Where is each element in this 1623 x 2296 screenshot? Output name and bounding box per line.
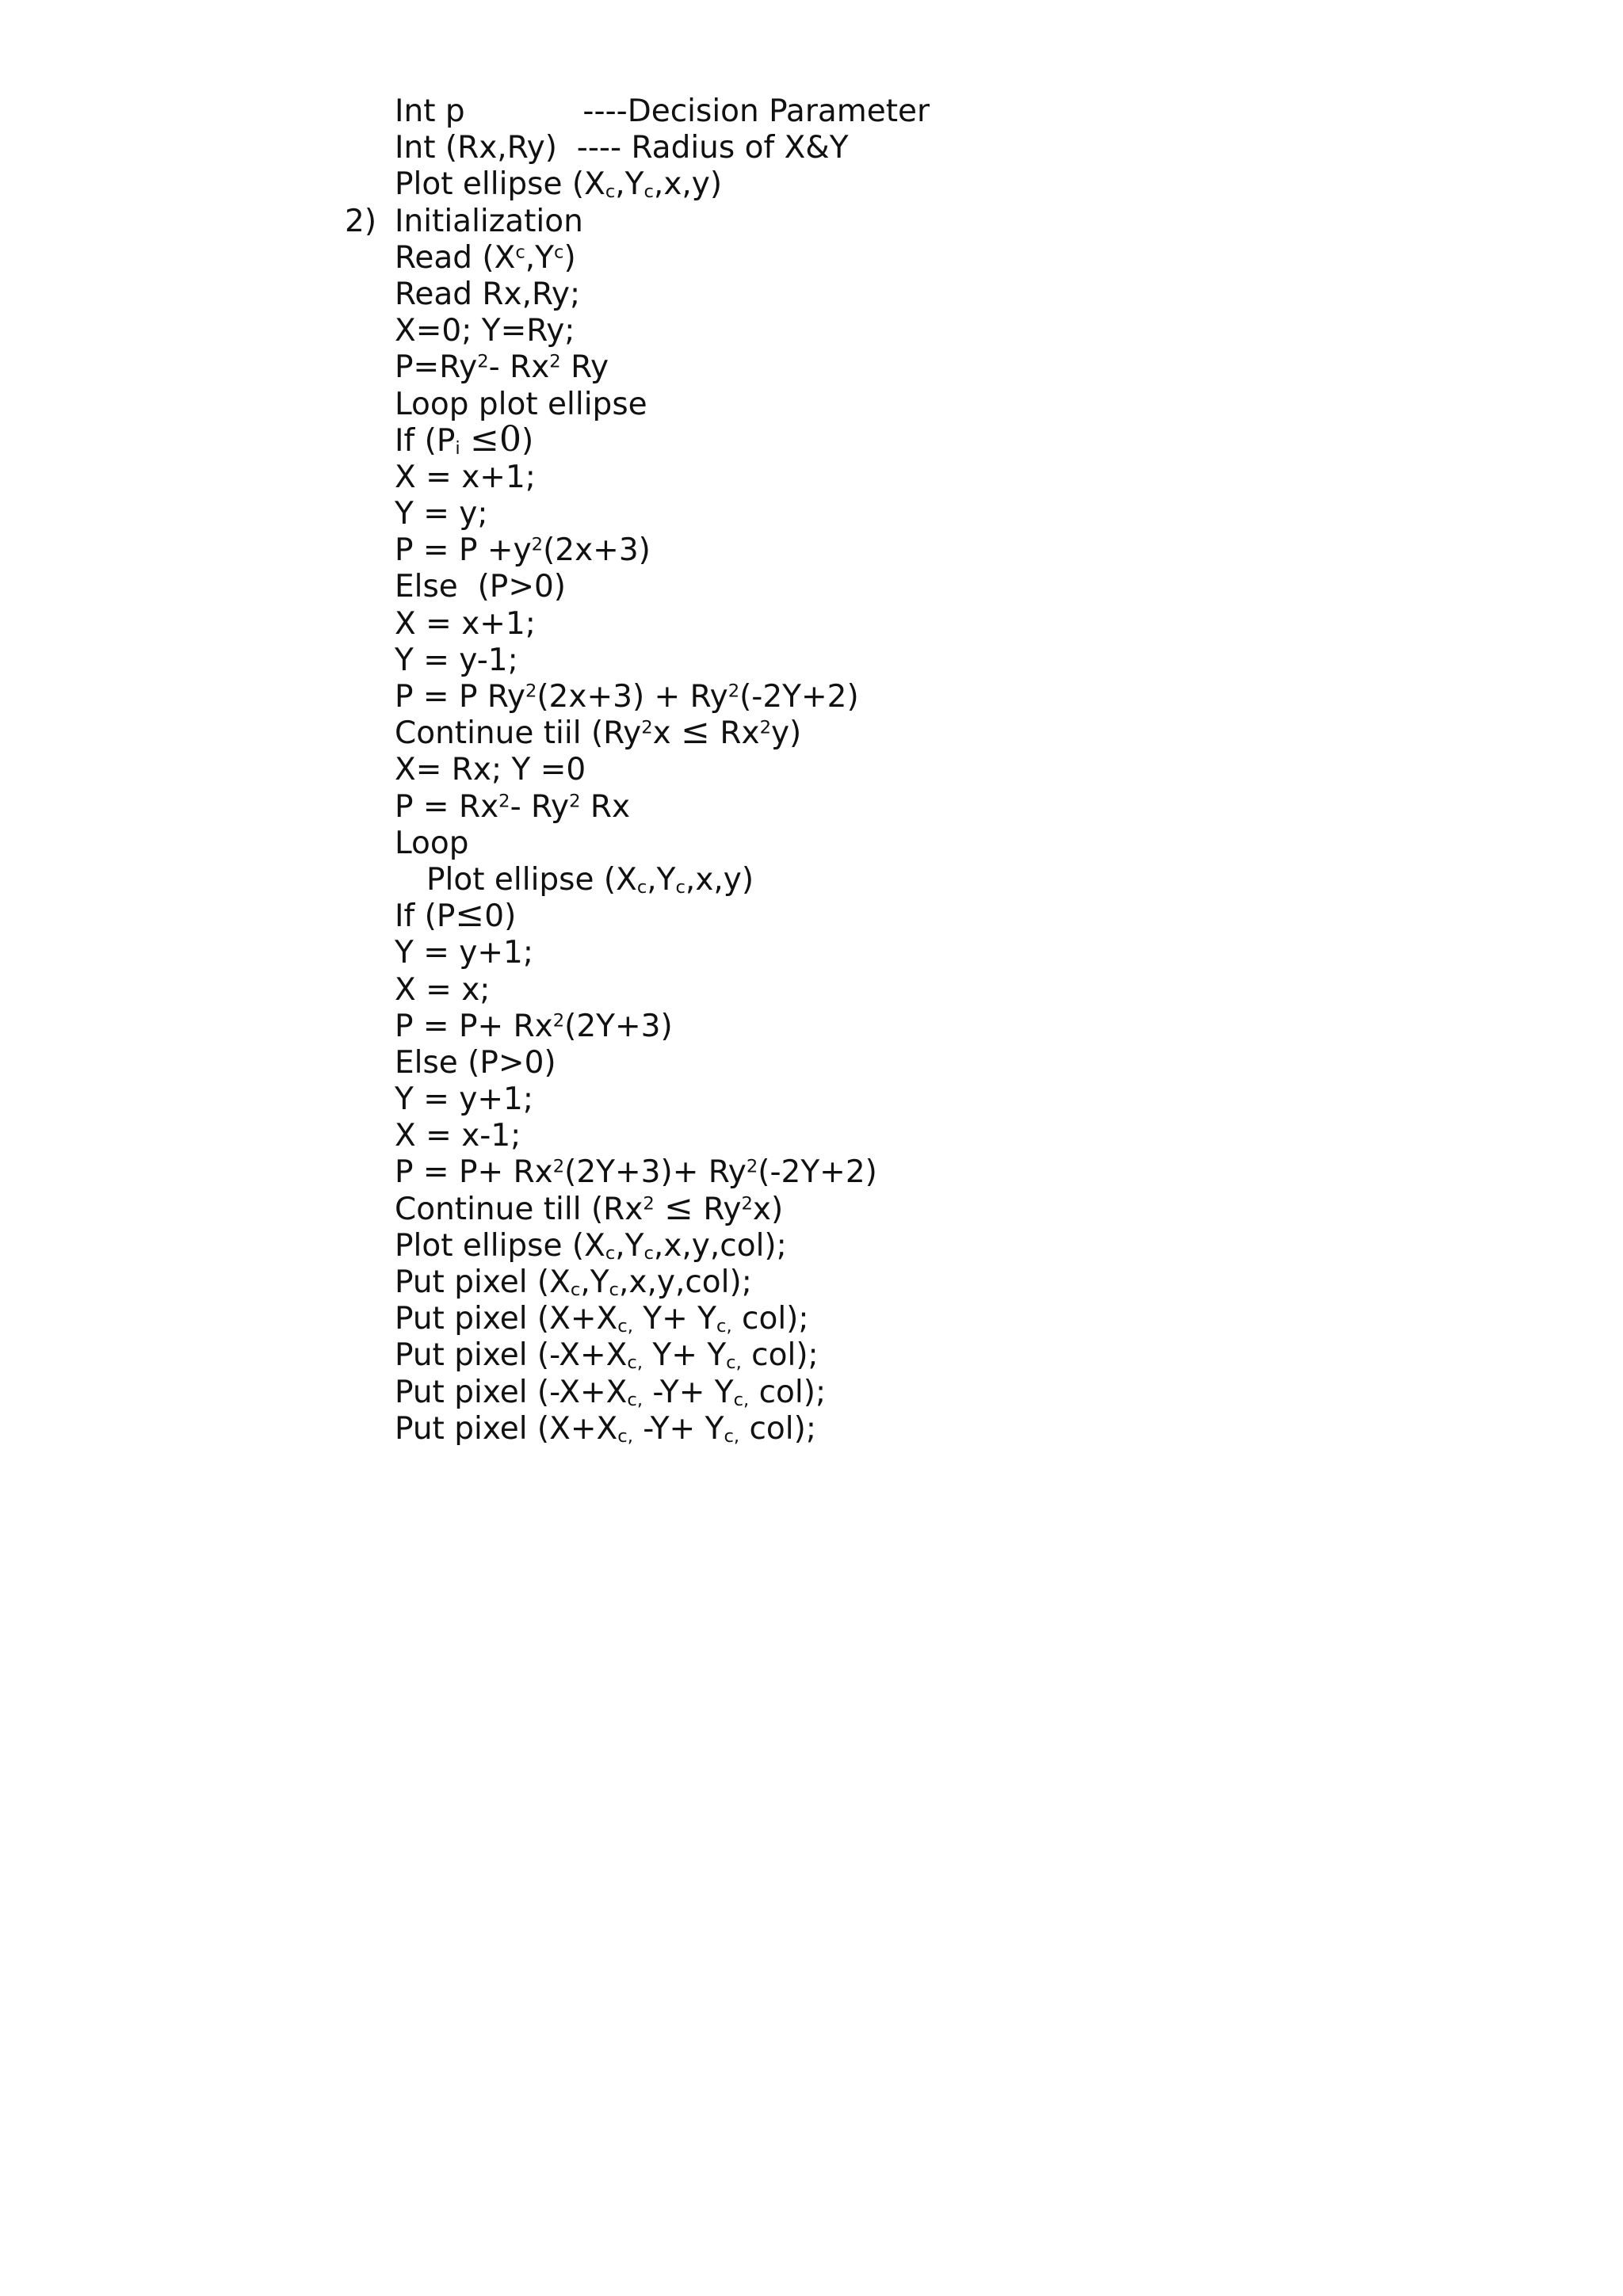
text-line — [0, 1337, 1623, 1374]
text-line — [0, 240, 1623, 277]
line-text — [395, 1118, 521, 1154]
math-symbol: ≤ — [455, 894, 485, 936]
subscript: c, — [627, 1389, 643, 1410]
subscript: c — [636, 877, 647, 898]
text-segment: Put pixel (-X+X — [395, 1374, 628, 1410]
line-text — [395, 972, 490, 1009]
text-segment: ,x,y) — [685, 861, 754, 898]
text-segment: X= Rx; Y =0 — [395, 752, 586, 788]
text-segment: ) — [563, 239, 576, 276]
text-segment: Put pixel (X — [395, 1264, 571, 1300]
text-line — [0, 1081, 1623, 1118]
text-segment: X = x; — [395, 971, 491, 1008]
subscript: c, — [617, 1425, 633, 1447]
superscript: c — [554, 242, 564, 263]
text-segment: Y = y; — [395, 496, 488, 532]
text-segment: Plot ellipse (X — [395, 1227, 605, 1264]
text-line — [0, 1411, 1623, 1447]
text-line — [0, 1009, 1623, 1045]
superscript: 2 — [552, 1010, 565, 1032]
text-segment: ,Y — [615, 166, 644, 203]
math-symbol: ≤ — [681, 711, 710, 753]
text-segment: ,Y — [525, 239, 554, 276]
line-text — [395, 1411, 816, 1447]
line-text — [395, 1187, 784, 1228]
text-segment: 0) — [484, 898, 517, 935]
text-line — [0, 496, 1623, 532]
line-text — [426, 862, 754, 898]
text-segment: Continue tiil (Ry — [395, 715, 642, 752]
subscript: c — [675, 877, 685, 898]
line-text — [395, 1264, 752, 1301]
superscript: 2 — [641, 717, 653, 738]
text-segment: Read Rx,Ry; — [395, 276, 581, 312]
superscript: 2 — [549, 351, 561, 372]
superscript: c — [515, 242, 525, 263]
text-segment: If (P — [395, 422, 456, 459]
subscript: c, — [627, 1352, 643, 1374]
line-text — [395, 460, 536, 496]
text-segment: P = P Ry — [395, 679, 525, 715]
line-text — [395, 935, 533, 971]
line-text — [395, 679, 859, 715]
text-line — [0, 1045, 1623, 1081]
line-text — [395, 569, 566, 605]
text-segment: (2x+3) + Ry — [537, 679, 728, 715]
text-segment: P=Ry — [395, 349, 478, 386]
text-segment: ,x,y,col); — [653, 1227, 787, 1264]
subscript: c, — [716, 1316, 732, 1337]
text-line — [0, 569, 1623, 605]
line-text — [395, 166, 722, 203]
line-text — [395, 349, 609, 386]
subscript: i — [455, 437, 460, 459]
text-segment: ,x,y,col); — [618, 1264, 752, 1300]
text-segment: (2Y+3)+ Ry — [564, 1154, 747, 1191]
text-segment: -Y+ Y — [632, 1410, 724, 1447]
text-line — [0, 972, 1623, 1009]
text-segment: ,Y — [647, 861, 676, 898]
text-segment: P = P +y — [395, 532, 532, 569]
subscript: c — [609, 1280, 619, 1301]
algorithm-text — [0, 93, 1623, 1447]
superscript: 2 — [759, 717, 771, 738]
text-line — [0, 387, 1623, 423]
text-segment: Read (X — [395, 239, 516, 276]
line-text — [395, 1045, 556, 1081]
text-segment: col); — [741, 1337, 819, 1374]
text-line — [0, 313, 1623, 349]
text-segment: Int p ----Decision Parameter — [395, 93, 930, 129]
text-line — [0, 643, 1623, 679]
text-line — [0, 862, 1623, 898]
superscript: 2 — [643, 1193, 655, 1215]
subscript: c, — [733, 1389, 750, 1410]
text-line — [0, 349, 1623, 386]
superscript: 2 — [552, 1157, 565, 1177]
text-line — [0, 789, 1623, 826]
line-text — [395, 1301, 809, 1337]
text-segment: X = x+1; — [395, 605, 536, 642]
text-segment: Else (P>0) — [395, 569, 567, 605]
line-text — [395, 752, 586, 788]
text-line — [0, 1264, 1623, 1301]
text-line — [0, 277, 1623, 313]
superscript: 2 — [746, 1157, 758, 1177]
text-segment: Rx — [709, 715, 760, 752]
superscript: 2 — [477, 351, 489, 372]
list-number: 2) — [345, 203, 377, 239]
line-text — [395, 711, 802, 753]
line-text — [395, 1228, 787, 1264]
text-segment: Else (P>0) — [395, 1044, 556, 1081]
text-line — [0, 204, 1623, 240]
subscript: c, — [726, 1352, 742, 1374]
subscript: c — [605, 1242, 616, 1264]
subscript: c, — [724, 1425, 740, 1447]
math-symbol: ≤0 — [470, 418, 521, 460]
text-line — [0, 1375, 1623, 1411]
line-text — [395, 606, 536, 643]
text-segment: x) — [752, 1191, 784, 1227]
subscript: c — [643, 181, 654, 203]
text-line — [0, 130, 1623, 166]
text-segment: col); — [739, 1410, 816, 1447]
line-text — [395, 496, 488, 532]
text-segment: - Ry — [510, 788, 570, 825]
text-segment: -Y+ Y — [643, 1374, 734, 1410]
text-segment: x — [652, 715, 682, 752]
text-segment: X=0; Y=Ry; — [395, 313, 575, 349]
text-segment — [460, 423, 470, 459]
superscript: 2 — [525, 681, 537, 702]
line-text — [395, 826, 469, 862]
text-segment: Y+ Y — [643, 1337, 727, 1374]
text-line — [0, 1301, 1623, 1337]
text-segment: Put pixel (X+X — [395, 1301, 618, 1337]
line-text — [395, 93, 930, 130]
text-segment — [655, 1192, 664, 1227]
text-segment: (2Y+3) — [564, 1008, 673, 1044]
text-segment: Loop — [395, 825, 469, 861]
text-line — [0, 93, 1623, 130]
text-segment: P = P+ Rx — [395, 1154, 553, 1191]
superscript: 2 — [531, 534, 544, 555]
text-line — [0, 711, 1623, 753]
line-text — [395, 643, 518, 679]
text-line — [0, 679, 1623, 715]
line-text — [395, 418, 534, 460]
line-text — [395, 130, 849, 166]
text-line — [0, 826, 1623, 862]
subscript: c — [643, 1242, 654, 1264]
text-segment: Y = y+1; — [395, 935, 534, 971]
line-text — [395, 1081, 533, 1118]
text-segment: Loop plot ellipse — [395, 386, 647, 422]
text-segment: Continue till (Rx — [395, 1191, 643, 1227]
superscript: 2 — [498, 791, 510, 812]
subscript: c — [570, 1280, 581, 1301]
text-segment: (2x+3) — [543, 532, 651, 569]
text-segment: y) — [770, 715, 802, 752]
text-segment: X = x-1; — [395, 1118, 521, 1154]
text-segment: - Rx — [488, 349, 550, 386]
text-line — [0, 606, 1623, 643]
subscript: c, — [617, 1316, 633, 1337]
text-line — [0, 1118, 1623, 1154]
line-text — [395, 789, 630, 826]
text-segment: X = x+1; — [395, 459, 536, 495]
line-text — [395, 387, 647, 423]
line-text — [395, 1009, 673, 1045]
text-segment: Y = y+1; — [395, 1081, 534, 1118]
text-segment: col); — [731, 1301, 809, 1337]
superscript: 2 — [727, 681, 740, 702]
text-segment: Put pixel (-X+X — [395, 1337, 628, 1374]
text-segment: P = Rx — [395, 788, 499, 825]
text-segment: (-2Y+2) — [758, 1154, 877, 1191]
text-line — [0, 418, 1623, 460]
text-segment: Y = y-1; — [395, 642, 518, 678]
text-line — [0, 532, 1623, 569]
text-segment: (-2Y+2) — [739, 679, 859, 715]
subscript: c — [605, 181, 616, 203]
text-segment: If (P — [395, 898, 456, 935]
superscript: 2 — [741, 1193, 753, 1215]
text-line — [0, 935, 1623, 971]
text-line — [0, 166, 1623, 203]
text-segment: Int (Rx,Ry) ---- Radius of X&Y — [395, 130, 849, 166]
text-line — [0, 752, 1623, 788]
text-segment: Plot ellipse (X — [426, 861, 637, 898]
line-text — [395, 894, 517, 936]
superscript: 2 — [569, 791, 581, 812]
text-line — [0, 1154, 1623, 1191]
line-text — [395, 313, 575, 349]
text-segment: ,x,y) — [653, 166, 723, 203]
text-segment: Y+ Y — [632, 1301, 717, 1337]
line-text — [395, 277, 580, 313]
line-text — [395, 1337, 819, 1374]
text-line — [0, 1228, 1623, 1264]
math-symbol: ≤ — [664, 1187, 694, 1228]
text-segment: Ry — [693, 1191, 742, 1227]
text-segment: P = P+ Rx — [395, 1008, 553, 1044]
text-segment: ) — [521, 422, 534, 459]
line-text — [395, 1375, 826, 1411]
line-text — [395, 532, 651, 569]
text-segment: Rx — [580, 788, 631, 825]
text-segment: col); — [749, 1374, 827, 1410]
text-line — [0, 894, 1623, 936]
text-segment: Put pixel (X+X — [395, 1410, 618, 1447]
line-text — [395, 1154, 877, 1191]
line-text — [395, 240, 576, 277]
text-line — [0, 1187, 1623, 1228]
text-segment: ,Y — [615, 1227, 644, 1264]
text-segment: Plot ellipse (X — [395, 166, 605, 203]
text-segment: Ry — [560, 349, 609, 386]
text-line — [0, 460, 1623, 496]
text-segment: ,Y — [580, 1264, 609, 1300]
text-segment: Initialization — [395, 203, 583, 239]
line-text — [395, 204, 583, 240]
